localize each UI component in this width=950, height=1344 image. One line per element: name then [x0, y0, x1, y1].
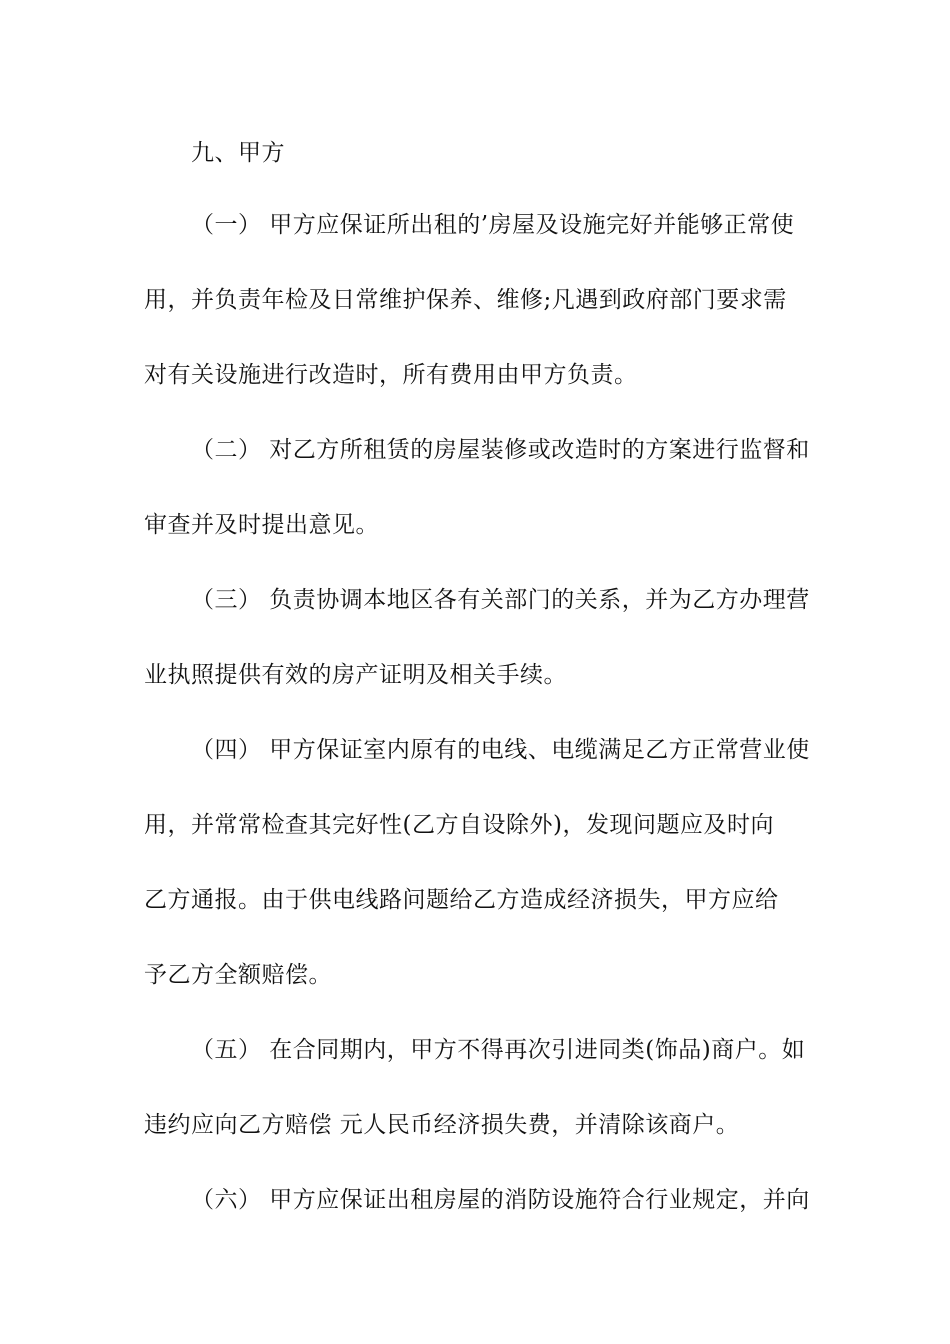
paragraph-line: （五） 在合同期内，甲方不得再次引进同类(饰品)商户。如: [191, 1037, 806, 1063]
paragraph-line: 乙方通报。由于供电线路问题给乙方造成经济损失，甲方应给: [144, 887, 779, 913]
paragraph-line: 对有关设施进行改造时，所有费用由甲方负责。: [144, 362, 638, 388]
paragraph-line: （四） 甲方保证室内原有的电线、电缆满足乙方正常营业使: [191, 737, 810, 763]
paragraph-line: （六） 甲方应保证出租房屋的消防设施符合行业规定，并向: [191, 1187, 810, 1213]
paragraph-line: 业执照提供有效的房产证明及相关手续。: [144, 662, 567, 688]
section-heading: 九、甲方: [191, 140, 285, 166]
paragraph-line: 审查并及时提出意见。: [144, 512, 379, 538]
paragraph-line: （一） 甲方应保证所出租的’房屋及设施完好并能够正常使: [191, 212, 795, 238]
paragraph-line: （三） 负责协调本地区各有关部门的关系，并为乙方办理营: [191, 587, 810, 613]
paragraph-line: 用，并常常检查其完好性(乙方自设除外)，发现问题应及时向: [144, 812, 774, 838]
paragraph-line: 予乙方全额赔偿。: [144, 962, 332, 988]
paragraph-line: 用，并负责年检及日常维护保养、维修;凡遇到政府部门要求需: [144, 287, 787, 313]
paragraph-line: 违约应向乙方赔偿 元人民币经济损失费，并清除该商户。: [144, 1112, 740, 1138]
paragraph-line: （二） 对乙方所租赁的房屋装修或改造时的方案进行监督和: [191, 437, 810, 463]
